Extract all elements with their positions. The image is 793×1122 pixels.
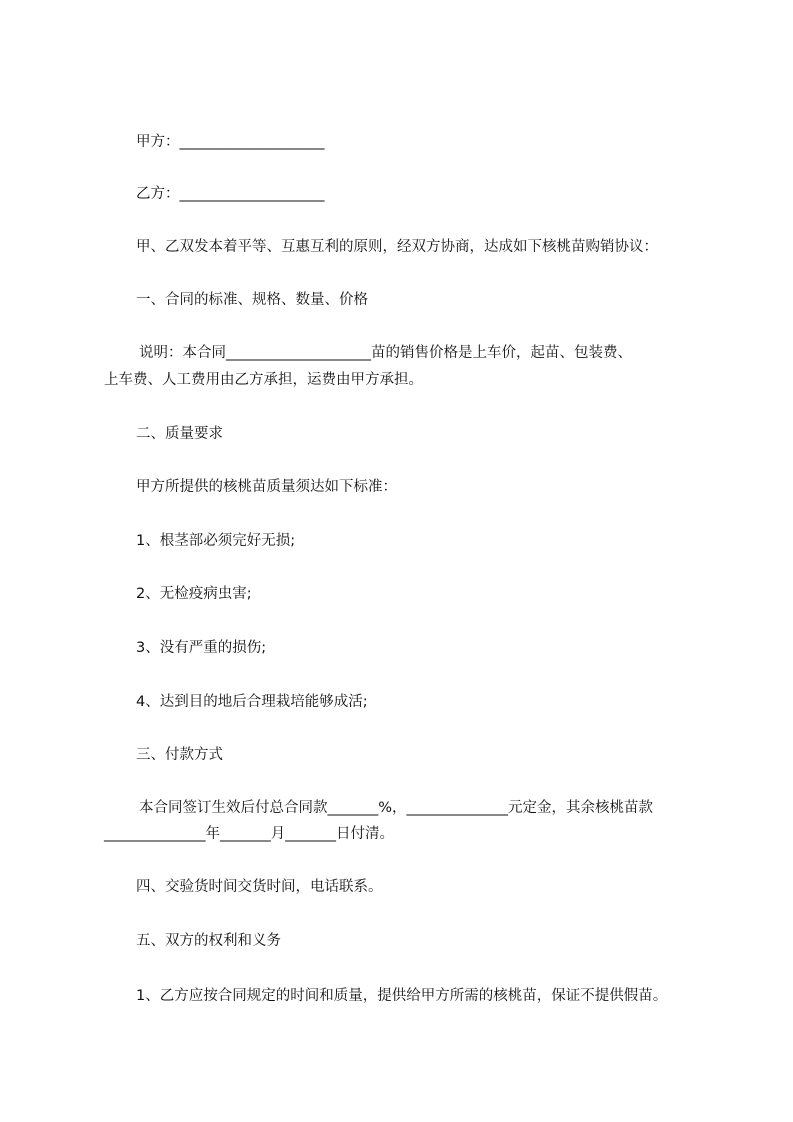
quality-item-4: 4、达到目的地后合理栽培能够成活;	[136, 694, 368, 710]
quality-item-1: 1、根茎部必须完好无损;	[136, 533, 296, 549]
quality-item-2: 2、无检疫病虫害;	[136, 586, 252, 602]
party-b-field: 乙方：____________________	[136, 186, 325, 202]
section-2-heading: 二、质量要求	[136, 426, 223, 442]
section-5-heading: 五、双方的权利和义务	[136, 933, 281, 949]
rights-item-1: 1、乙方应按合同规定的时间和质量，提供给甲方所需的核桃苗，保证不提供假苗。	[136, 988, 668, 1004]
party-a-field: 甲方：____________________	[136, 134, 325, 150]
section-4-heading: 四、交验货时间交货时间，电话联系。	[136, 879, 383, 895]
quality-item-3: 3、没有严重的损伤;	[136, 640, 267, 656]
section-3-heading: 三、付款方式	[136, 747, 223, 763]
quality-intro: 甲方所提供的核桃苗质量须达如下标准：	[136, 479, 397, 495]
section-1-heading: 一、合同的标准、规格、数量、价格	[136, 292, 368, 308]
payment-text-cont: ______________年_______月_______日付清。	[104, 826, 394, 842]
payment-text: 本合同签订生效后付总合同款_______%，______________元定金，其余核桃苗款	[139, 800, 654, 816]
section-1-note-cont: 上车费、人工费用由乙方承担，运费由甲方承担。	[104, 372, 423, 388]
preamble: 甲、乙双发本着平等、互惠互利的原则，经双方协商，达成如下核桃苗购销协议：	[136, 239, 658, 255]
section-1-note: 说明：本合同____________________苗的销售价格是上车价，起苗、包装费、	[139, 345, 632, 361]
